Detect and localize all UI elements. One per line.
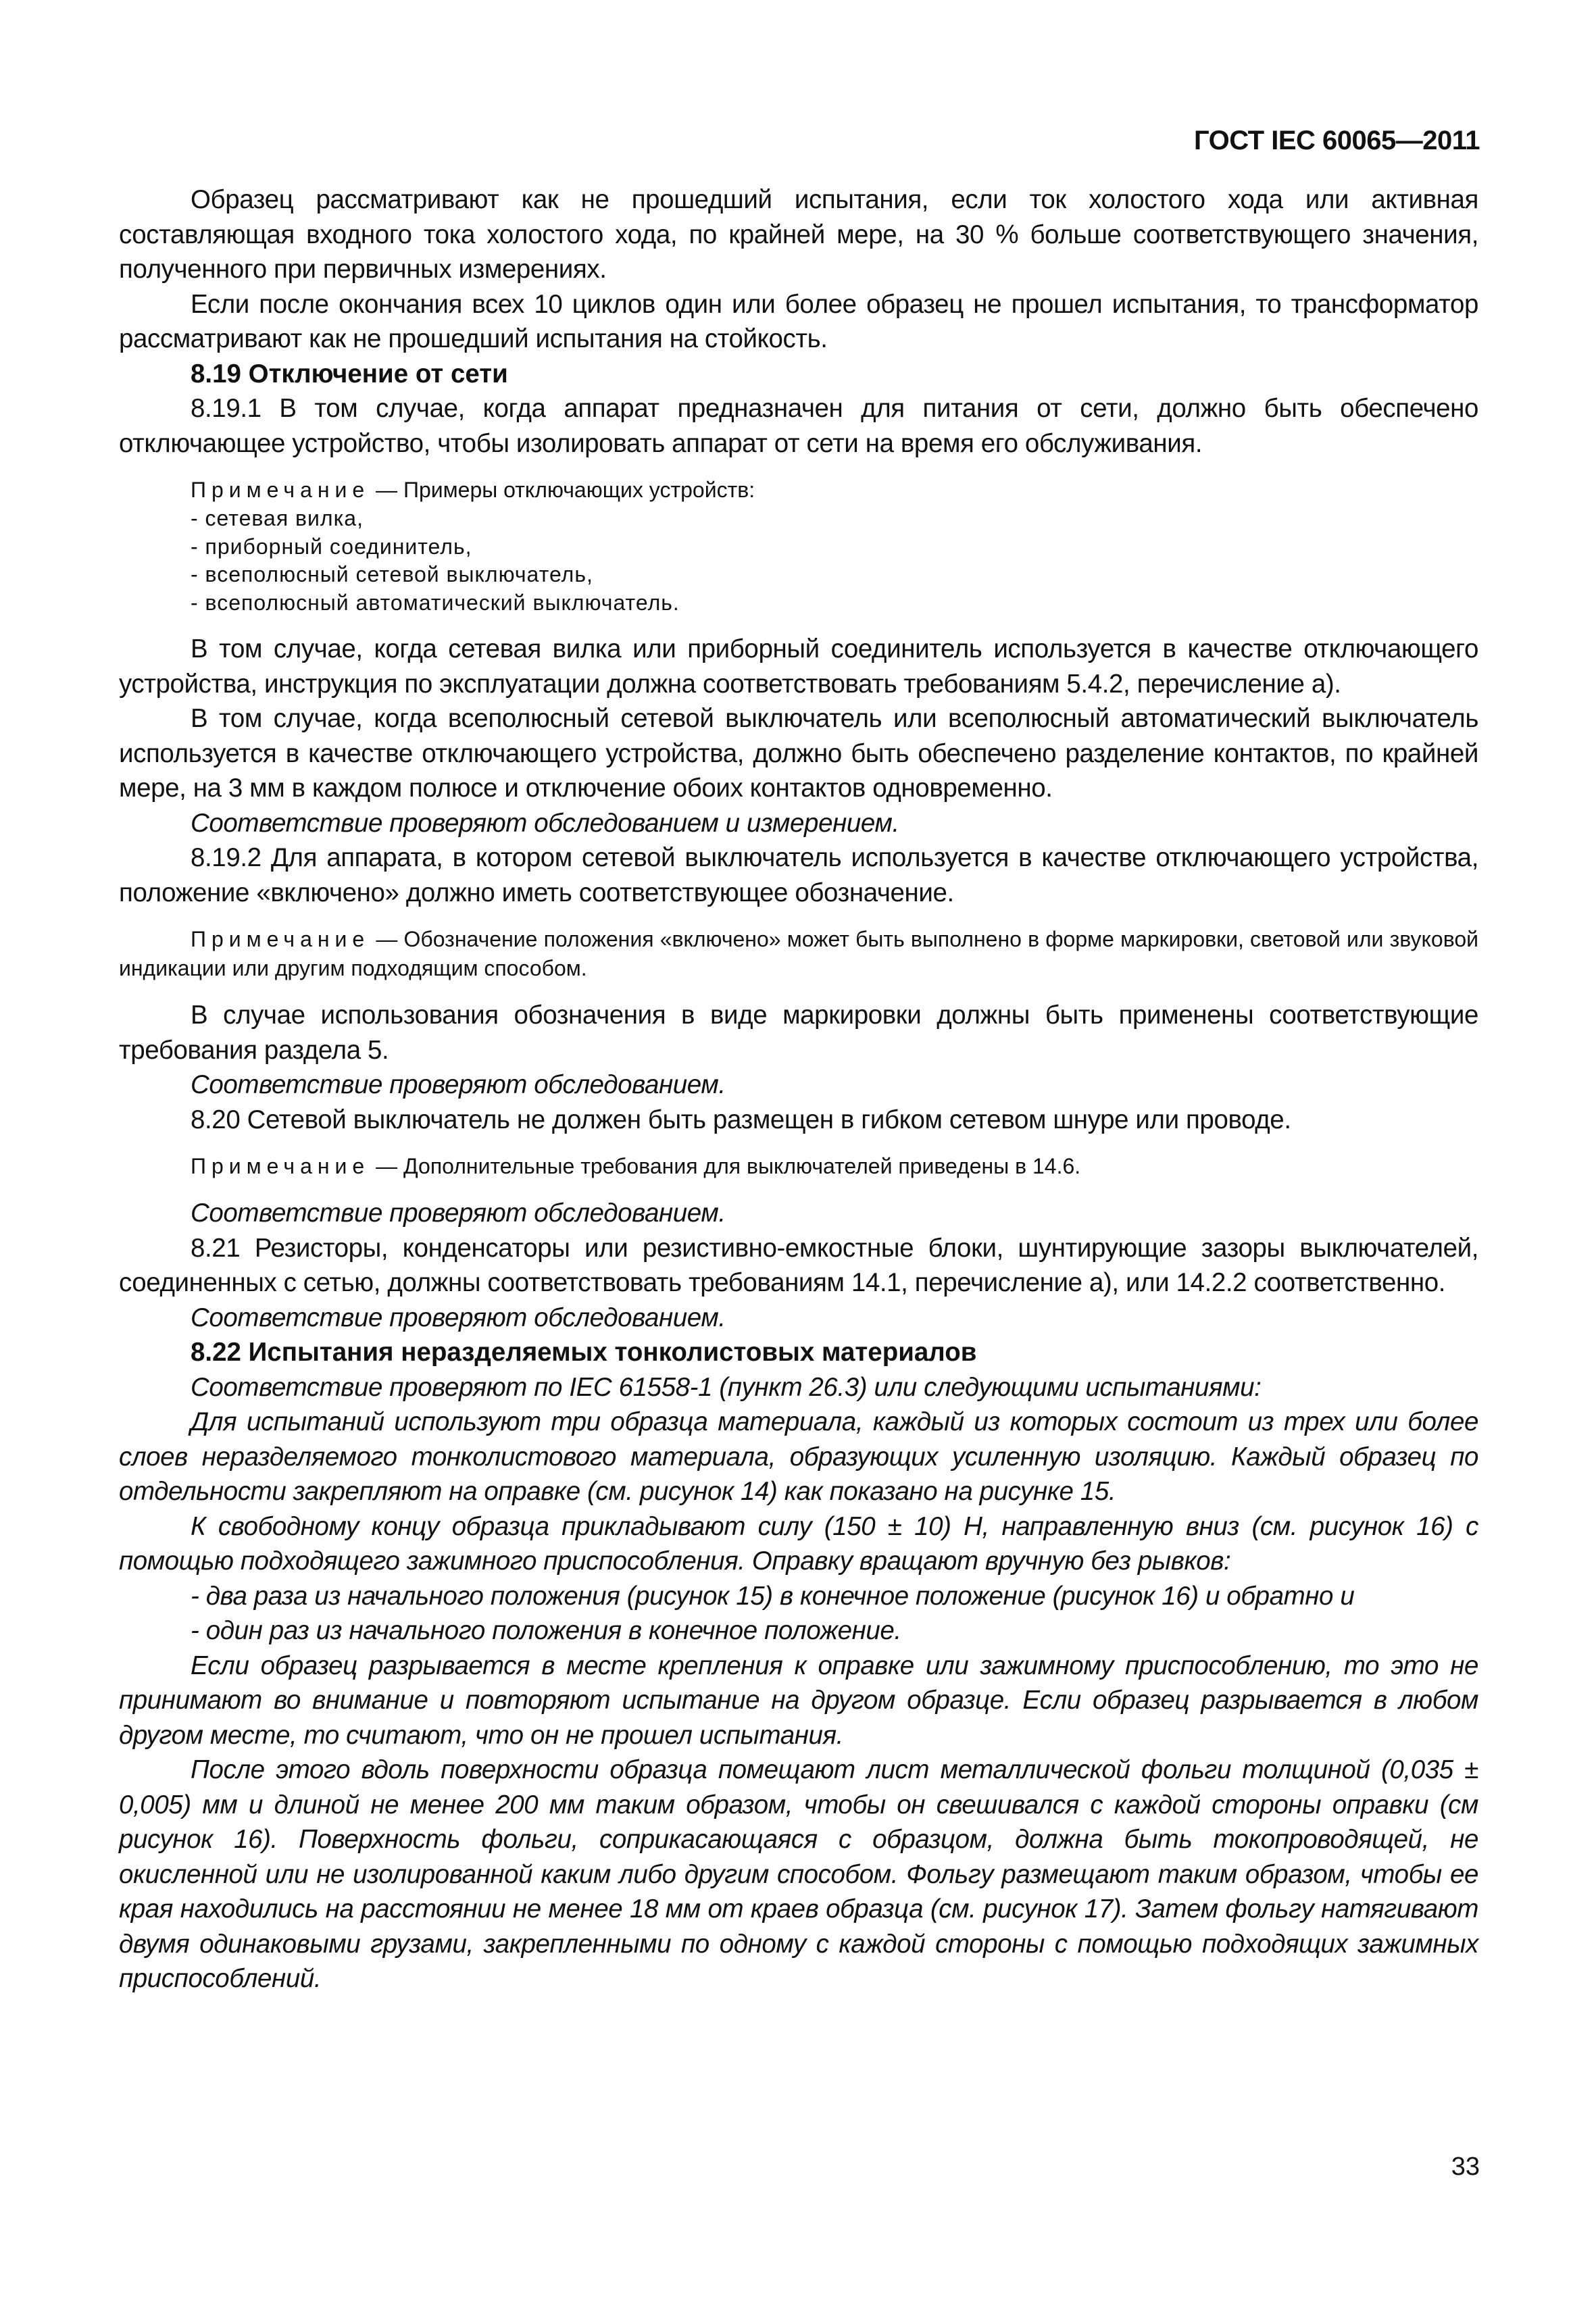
note <box>119 476 1478 505</box>
paragraph: Если образец разрывается в месте крепления к оправке или зажимному приспособлению, то это не принимают во внимание и повторяют испытание на другом образце. Если образец разрывается в любом другом месте, то считают, что он не прошел испытания. <box>119 1651 1478 1750</box>
list-item: - два раза из начального положения (рисунок 15) в конечное положение (рисунок 16) и обратно и <box>191 1581 1355 1611</box>
note-list-item: - приборный соединитель, <box>191 534 472 559</box>
document-header-code: ГОСТ IEC 60065—2011 <box>1194 126 1480 155</box>
note-text: — Обозначение положения «включено» может быть выполнено в форме маркировки, световой или звуковой индикации или другим подходящим способом. <box>119 927 1478 980</box>
section-heading-8-22: 8.22 Испытания неразделяемых тонколистовых материалов <box>191 1338 977 1367</box>
note-list-item: - всеполюсный сетевой выключатель, <box>191 562 593 586</box>
paragraph: 8.19.2 Для аппарата, в котором сетевой выключатель используется в качестве отключающего устройства, положение «включено» должно иметь соответствующее обозначение. <box>119 843 1478 907</box>
note-text: — Дополнительные требования для выключателей приведены в 14.6. <box>370 1154 1081 1178</box>
compliance-check: Соответствие проверяют обследованием. <box>191 1303 726 1332</box>
note-label: Примечание <box>191 478 370 502</box>
paragraph: 8.19.1 В том случае, когда аппарат предназначен для питания от сети, должно быть обеспечено отключающее устройство, чтобы изолировать аппарат от сети на время его обслуживания. <box>119 394 1478 458</box>
paragraph: После этого вдоль поверхности образца помещают лист металлической фольги толщиной (0,035 ± 0,005) мм и длиной не менее 200 мм таким образом, чтобы он свешивался с каждой стороны оправки (см рисунок 16). Поверхность фольги, соприкасающаяся с образцом, должна быть токопроводящей, не окисленной или не изолированной каким либо другим способом. Фольгу размещают таким образом, чтобы ее края находились на расстоянии не менее 18 мм от краев образца (см. рисунок 17). Затем фольгу натягивают двумя одинаковыми грузами, закрепленными по одному с каждой стороны с помощью подходящих зажимных приспособлений. <box>119 1755 1478 1993</box>
note-label: Примечание <box>191 1154 370 1178</box>
document-body <box>119 182 1478 1996</box>
note-list-item: - всеполюсный автоматический выключатель. <box>191 590 680 615</box>
note-label: Примечание <box>191 927 370 951</box>
note-text: — Примеры отключающих устройств: <box>370 478 755 502</box>
page-number: 33 <box>1451 2153 1480 2181</box>
paragraph: Если после окончания всех 10 циклов один или более образец не прошел испытания, то трансформатор рассматривают как не прошедший испытания на стойкость. <box>119 289 1478 353</box>
note-list-item: - сетевая вилка, <box>191 506 364 530</box>
compliance-check: Соответствие проверяют по IEC 61558-1 (пункт 26.3) или следующими испытаниями: <box>191 1372 1262 1402</box>
paragraph: В том случае, когда всеполюсный сетевой выключатель или всеполюсный автоматический выключатель используется в качестве отключающего устройства, должно быть обеспечено разделение контактов, по крайней мере, на 3 мм в каждом полюсе и отключение обоих контактов одновременно. <box>119 704 1478 803</box>
note <box>119 925 1478 983</box>
list-item: - один раз из начального положения в конечное положение. <box>191 1616 901 1645</box>
paragraph: Для испытаний используют три образца материала, каждый из которых состоит из трех или более слоев неразделяемого тонколистового материала, образующих усиленную изоляцию. Каждый образец по отдельности закрепляют на оправке (см. рисунок 14) как показано на рисунке 15. <box>119 1407 1478 1506</box>
section-heading-8-19: 8.19 Отключение от сети <box>191 359 508 388</box>
paragraph: В случае использования обозначения в виде маркировки должны быть применены соответствующие требования раздела 5. <box>119 1001 1478 1065</box>
note <box>119 1152 1478 1181</box>
compliance-check: Соответствие проверяют обследованием. <box>191 1070 726 1099</box>
paragraph: К свободному концу образца прикладывают силу (150 ± 10) Н, направленную вниз (см. рисунок 16) с помощью подходящего зажимного приспособления. Оправку вращают вручную без рывков: <box>119 1511 1478 1576</box>
compliance-check: Соответствие проверяют обследованием. <box>191 1199 726 1228</box>
paragraph: В том случае, когда сетевая вилка или приборный соединитель используется в качестве отключающего устройства, инструкция по эксплуатации должна соответствовать требованиям 5.4.2, перечисление а). <box>119 634 1478 699</box>
compliance-check: Соответствие проверяют обследованием и измерением. <box>191 808 899 838</box>
paragraph: Образец рассматривают как не прошедший испытания, если ток холостого хода или активная составляющая входного тока холостого хода, по крайней мере, на 30 % больше соответствующего значения, полученного при первичных измерениях. <box>119 185 1478 284</box>
paragraph: 8.21 Резисторы, конденсаторы или резистивно-емкостные блоки, шунтирующие зазоры выключателей, соединенных с сетью, должны соответствовать требованиям 14.1, перечисление а), или 14.2.2 соответственно. <box>119 1233 1478 1297</box>
paragraph: 8.20 Сетевой выключатель не должен быть размещен в гибком сетевом шнуре или проводе. <box>191 1105 1291 1134</box>
